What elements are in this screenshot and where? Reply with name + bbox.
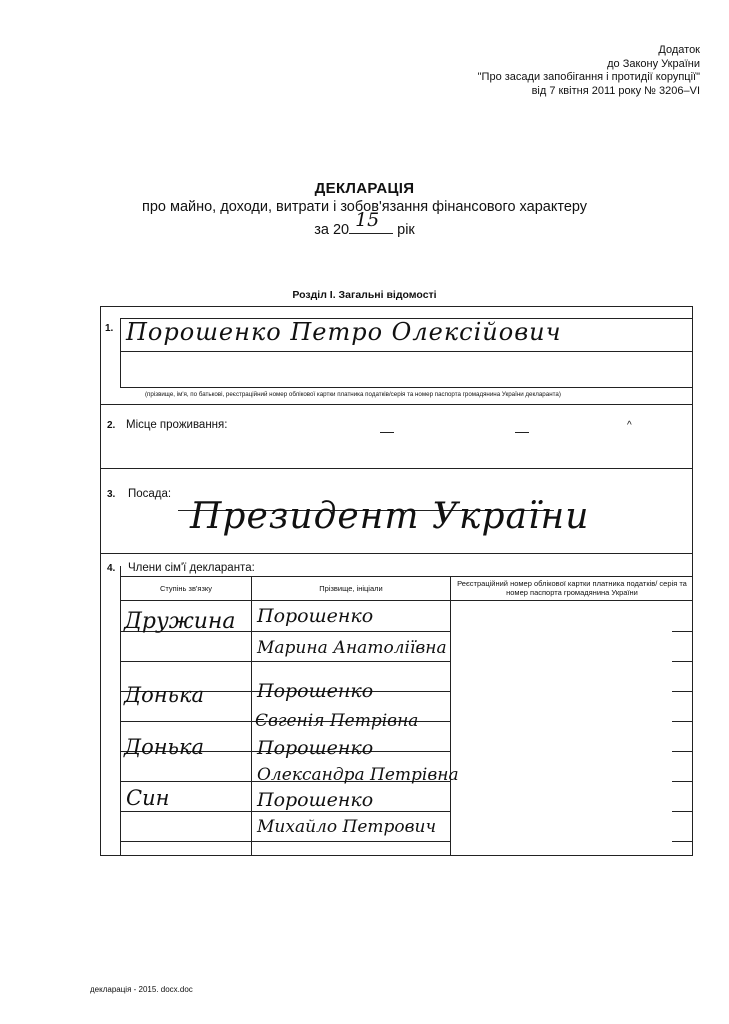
dash-mark	[672, 661, 692, 662]
member-relation: Дружина	[124, 609, 236, 634]
dash-mark	[380, 432, 394, 433]
year-prefix: за 20	[314, 222, 350, 238]
member-name: Євгенія Петрівна	[255, 711, 419, 731]
dash-mark	[672, 841, 692, 842]
year-blank	[349, 209, 393, 234]
table-header-tax-number: Реєстраційний номер облікової картки платника податків/ серія та номер паспорта громадянина України	[457, 579, 687, 597]
addendum-block	[400, 44, 700, 98]
member-relation: Донька	[124, 683, 205, 707]
member-name: Михайло Петрович	[257, 817, 437, 837]
addendum-line: Додаток	[658, 44, 700, 56]
item3-number: 3.	[107, 489, 116, 500]
table-top-line	[120, 576, 693, 577]
year-suffix: рік	[397, 222, 415, 238]
frame-bottom-border	[100, 855, 693, 856]
item2-label: Місце проживання:	[126, 419, 228, 431]
member-surname: Порошенко	[257, 737, 374, 759]
frame-top-border	[100, 306, 693, 307]
footer-filename: декларація - 2015. docx.doc	[90, 985, 193, 994]
table-row-line	[120, 841, 451, 842]
dash-mark	[672, 781, 692, 782]
declaration-title: ДЕКЛАРАЦІЯ	[314, 180, 415, 197]
declaration-subtitle: про майно, доходи, витрати і зобов'язання фінансового характеру	[141, 199, 588, 215]
table-row-line	[120, 811, 451, 812]
item3-label: Посада:	[128, 488, 172, 500]
item2-number: 2.	[107, 420, 116, 431]
member-relation: Син	[126, 786, 170, 810]
item1-line-2	[120, 351, 692, 352]
table-col-divider-2	[450, 576, 451, 855]
member-relation: Донька	[124, 735, 205, 759]
frame-left-border	[100, 306, 101, 856]
table-header-bottom	[120, 600, 693, 601]
dash-mark	[515, 432, 529, 433]
separator-1	[100, 404, 693, 405]
dash-mark	[672, 691, 692, 692]
caret-mark: ^	[627, 420, 632, 431]
item1-line-3	[120, 387, 692, 388]
item4-label: Члени сім'ї декларанта:	[128, 562, 255, 574]
member-name: Олександра Петрівна	[257, 765, 459, 785]
year-handwritten: 15	[355, 209, 380, 231]
item1-handwritten-name: Порошенко Петро Олексійович	[126, 318, 562, 346]
item1-inner-border	[120, 318, 121, 388]
addendum-line: "Про засади запобігання і протидії корупції"	[477, 71, 700, 83]
separator-2	[100, 468, 693, 469]
table-col-divider-1	[251, 576, 252, 855]
separator-3	[100, 553, 693, 554]
declaration-year-line	[0, 209, 729, 238]
dash-mark	[672, 631, 692, 632]
item4-number: 4.	[107, 563, 116, 574]
dash-mark	[672, 811, 692, 812]
item1-number: 1.	[105, 323, 114, 334]
member-surname: Порошенко	[257, 789, 374, 811]
dash-mark	[672, 721, 692, 722]
item3-handwritten-position: Президент України	[190, 496, 590, 537]
addendum-line: від 7 квітня 2011 року № 3206–VI	[531, 84, 700, 97]
table-header-relation: Ступінь зв'язку	[159, 584, 213, 593]
section-title: Розділ І. Загальні відомості	[292, 289, 437, 301]
frame-right-border	[692, 306, 693, 856]
member-surname: Порошенко	[257, 680, 374, 702]
dash-mark	[672, 751, 692, 752]
item1-footnote: (прізвище, ім'я, по батькові, реєстраційний номер облікової картки платника податків/серія та номер паспорта громадянина України декларанта)	[145, 391, 561, 398]
member-name: Марина Анатоліївна	[257, 638, 447, 658]
table-row-line	[120, 661, 451, 662]
table-header-name: Прізвище, ініціали	[319, 584, 383, 593]
addendum-line: до Закону України	[607, 57, 700, 70]
member-surname: Порошенко	[257, 605, 374, 627]
